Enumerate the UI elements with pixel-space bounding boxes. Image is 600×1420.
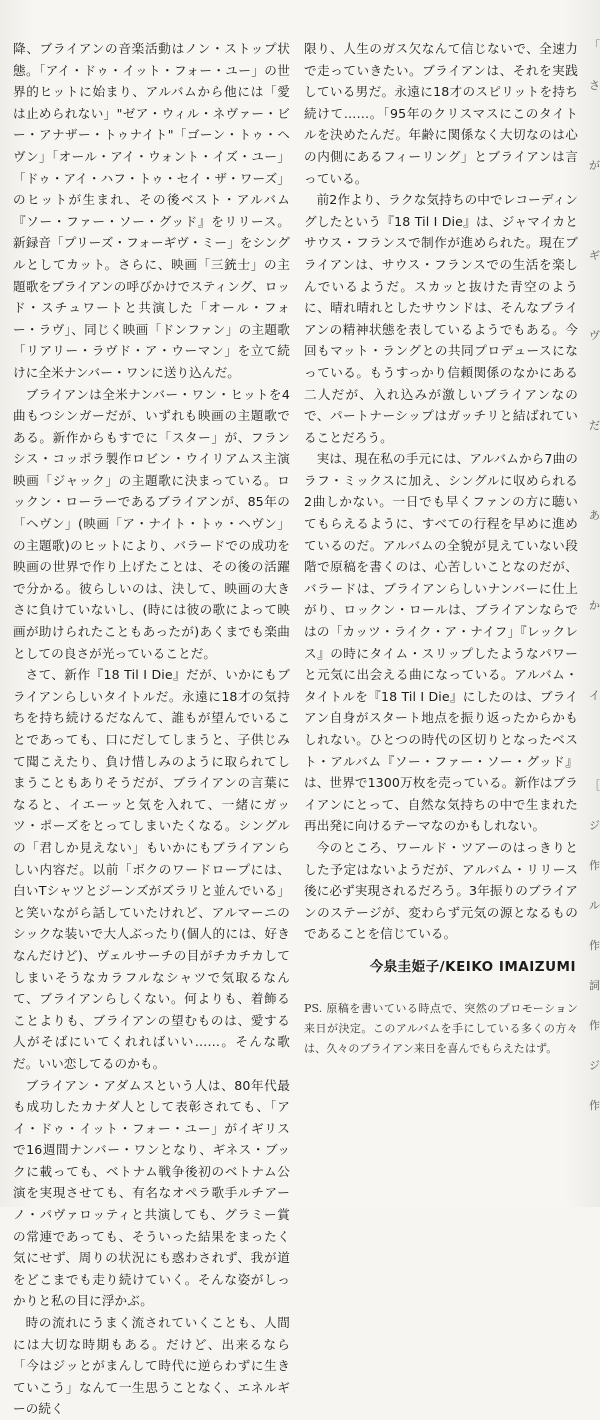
paragraph: ブライアン・アダムスという人は、80年代最も成功したカナダ人として表彰されても、「アイ・ドゥ・イット・フォー・ユー」がイギリスで16週間ナンバー・ワンとなり、ギネス・ブックに載っても、ベトナム戦争後初のベトナム公演を実現させても、有名なオペラ歌手ルチアーノ・パヴァロッティと共演しても、グラミー賞の常連であっても、そういった結果をまったく気にせず、周りの状況にも惑わされず、我が道をどこまでも走り続けていく。そんな姿がしっかりと私の目に浮かぶ。 bbox=[13, 1077, 290, 1309]
paragraph: 実は、現在私の手元には、アルバムから7曲のラフ・ミックスに加え、シングルに収められる2曲しかない。一日でも早くファンの方に聴いてもらえるように、すべての行程を早めに進めているのだ。アルバムの全貌が見えていない段階で原稿を書くのは、心苦しいことなのだが、バラードは、ブライアンらしいナンバーに仕上がり、ロックン・ロールは、ブライアンならではの「カッツ・ライク・ア・ナイフ」『レックレス』の時にタイム・スリップしたようなパワーと元気に出会える曲になっている。アルバム・タイトルを『18 Til I Die』にしたのは、ブライアン自身がスタート地点を振り返ったからかもしれない。ひとつの時代の区切りとなったベスト・アルバム『ソー・ファー・ソー・グッド』は、世界で1300万枚を売っている。新作はブライアンにとって、自然な気持ちの中で生まれた再出発に向けるテーマなのかもしれない。 bbox=[304, 451, 578, 834]
author-byline: 今泉圭姫子/KEIKO IMAIZUMI bbox=[369, 958, 576, 975]
adjacent-page-edge: 「 さ が ギ ヴ だ あ か イ ［ ジ 作 ル 作 詞 作 ジ 作 bbox=[589, 39, 600, 1112]
postscript-text: PS. 原稿を書いている時点で、突然のプロモーション来日が決定。このアルバムを手にしている多くの方々は、久々のブライアン来日を喜んでもらえたはず。 bbox=[304, 1001, 578, 1055]
paragraph: さて、新作『18 Til I Die』だが、いかにもブライアンらしいタイトルだ。永遠に18才の気持ちを持ち続けるだなんて、誰もが望んでいることであっても、口にだしてしまうと、子供じみて聞こえたり、負け惜しみのように取られてしまうこともありそうだが、ブライアンの言葉になると、イエーッと気を入れて、一緒にガッツ・ポーズをとってしまいたくなる。シングルの「君しか見えない」もいかにもブライアンらしい内容だ。以前「ボクのワードロープには、白いTシャツとジーンズがズラリと並んでいる」と笑いながら話していたけれど、アルマーニのシックな装いで大人ぶったり(個人的には、好きなんだけど)、ヴェルサーチの目がチカチカしてしまいそうなカラフルなシャツで気取るなんて、ブライアンらしくない。何よりも、着飾ることよりも、ブライアンの望むものは、愛する人がそばにいてくれればいい……。そんな歌だ。いい恋してるのかも。 bbox=[13, 667, 290, 1071]
paragraph: 限り、人生のガス欠なんて信じないで、全速力で走っていきたい。ブライアンは、それを実践している男だ。永遠に18才のスピリットを持ち続けて……。「95年のクリスマスにこのタイトルを決めたんだ。年齢に関係なく大切なのは心の内側にあるフィーリング」とブライアンは言っている。 bbox=[304, 41, 578, 186]
postscript bbox=[304, 999, 578, 1059]
paragraph: 前2作より、ラクな気持ちの中でレコーディングしたという『18 Til I Die』は、ジャマイカとサウス・フランスで制作が進められた。現在ブライアンは、サウス・フランスでの生活を楽しんでいるようだ。スカッと抜けた青空のように、晴れ晴れとしたサウンドは、そんなブライアンの精神状態を表しているようでもある。今回もマット・ラングとの共同プロデュースになっている。もうすっかり信頼関係のなかにある二人だが、入れ込みが激しいブライアンなので、パートナーシップはガッチリと結ばれていることだろう。 bbox=[304, 192, 578, 445]
paragraph: ブライアンは全米ナンバー・ワン・ヒットを4曲もつシンガーだが、いずれも映画の主題歌である。新作からもすでに「スター」が、フランシス・コッポラ製作ロビン・ウイリアムス主演映画「ジャック」の主題歌に決まっている。ロックン・ローラーであるブライアンが、85年の「ヘヴン」(映画「ア・ナイト・トゥ・ヘヴン」の主題歌)のヒットにより、バラードでの成功を映画の世界で作り上げたことは、その後の活躍で分かる。彼らしいのは、決して、映画の大きさに負けていないし、(時には彼の歌によって映画が助けられたこともあったが)あくまでも楽曲としての良さが光っていることだ。 bbox=[13, 386, 290, 661]
paragraph: 降、ブライアンの音楽活動はノン・ストップ状態。「アイ・ドゥ・イット・フォー・ユー」の世界的ヒットに始まり、アルバムから他には「愛は止められない」"ゼア・ウィル・ネヴァー・ビー・アナザー・トゥナイト"「ゴーン・トゥ・ヘヴン」「オール・アイ・ウォント・イズ・ユー」「ドゥ・アイ・ハフ・トゥ・セイ・ザ・ワーズ」のヒットが生まれ、その後ベスト・アルバム『ソー・ファー・ソー・グッド』をリリース。新録音「プリーズ・フォーギヴ・ミー」をシングルとしてカット。さらに、映画「三銃士」の主題歌をブライアンの呼びかけでスティング、ロッド・スチュワートと共演した「オール・フォー・ラヴ」、同じく映画「ドンファン」の主題歌「リアリー・ラヴド・ア・ウーマン」を立て続けに全米ナンバー・ワンに送り込んだ。 bbox=[13, 41, 290, 380]
article-column-right bbox=[304, 38, 578, 1059]
paragraph: 時の流れにうまく流されていくことも、人間には大切な時期もある。だけど、出来るなら「今はジッとがまんして時代に逆らわずに生きていこう」なんて一生思うことなく、エネルギーの続く bbox=[13, 1315, 290, 1417]
article-column-left bbox=[13, 38, 290, 1420]
paragraph: 今のところ、ワールド・ツアーのはっきりとした予定はないようだが、アルバム・リリース後に必ず実現されるだろう。3年振りのブライアンのステージが、変わらず元気の源となるものであることを信じている。 bbox=[304, 839, 578, 942]
